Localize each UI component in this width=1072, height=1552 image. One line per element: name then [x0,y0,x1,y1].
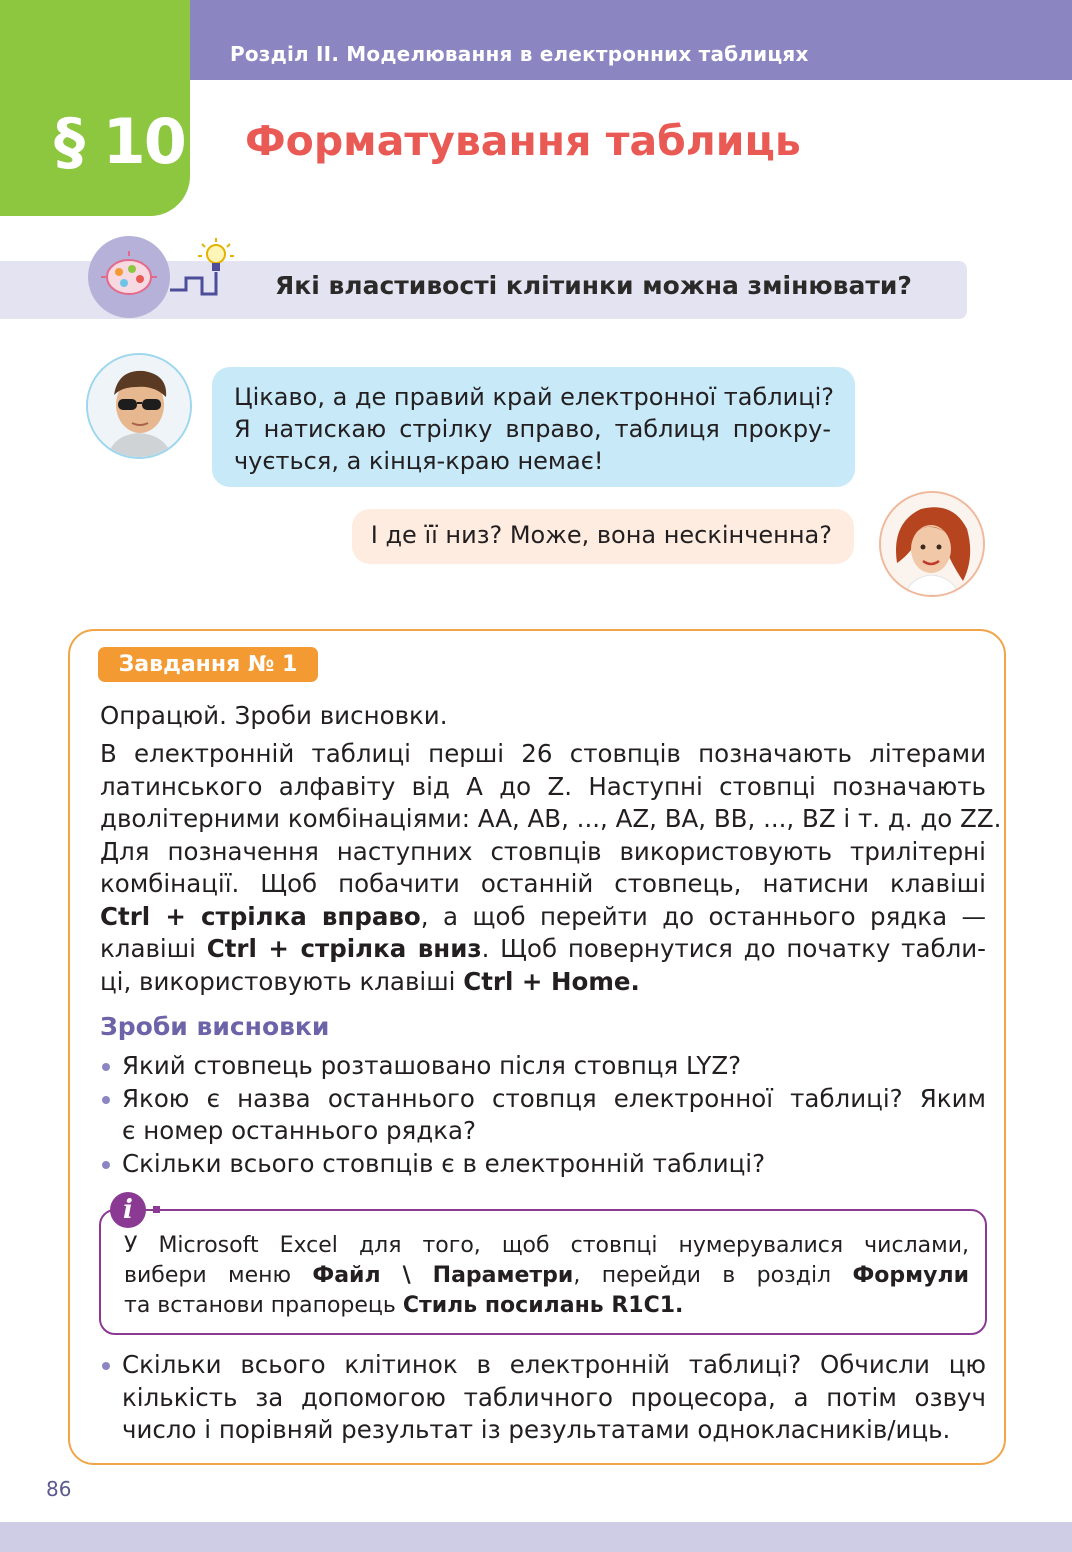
info-line-3 [124,1291,969,1321]
task-line-8-pre: ці, використовують клавіші [100,966,464,996]
bullet-4-line-3: число і порівняй результат із результатами однокласників/иць. [122,1415,951,1444]
task-line-7-rest: . Щоб повернутися до початку табли- [481,934,987,963]
shortcut-ctrl-right: Ctrl + стрілка вправо [100,901,421,931]
task-intro: Опрацюй. Зроби висновки. [100,701,448,730]
info-line-2-pre: вибери меню [124,1263,313,1288]
boy-line-1: Цікаво, а де правий край електронної таблиці? [234,383,834,411]
info-note-text [124,1231,969,1321]
boy-avatar [86,353,192,459]
info-connector [153,1206,160,1213]
bullet-3-text: Скільки всього стовпців є в електронній таблиці? [122,1148,766,1178]
task-badge: Завдання № 1 [98,647,318,682]
info-icon: i [110,1192,146,1228]
task-line-8 [100,966,986,999]
task-line-5: комбінації. Щоб побачити останній стовпець, натисни клавіші [100,869,986,898]
page-number: 86 [46,1477,72,1501]
conclusions-list [100,1050,986,1180]
list-item [100,1148,986,1181]
final-list [100,1349,986,1447]
task-line-7-pre: клавіші [100,934,207,963]
girl-speech-bubble: І де її низ? Може, вона нескінченна? [352,509,854,564]
menu-path: Файл \ Параметри [312,1263,574,1288]
list-item [100,1050,986,1083]
conclusions-heading: Зроби висновки [100,1012,330,1041]
task-line-6-rest: , а щоб перейти до останнього рядка — [420,901,986,931]
task-line-7 [100,933,986,966]
bullet-4-line-2: кількість за допомогою табличного процесора, а потім озвуч [122,1382,986,1412]
task-line-2: латинського алфавіту від A до Z. Наступні стовпці позначають [100,771,986,801]
task-line-6 [100,901,986,934]
info-line-3-pre: та встанови прапорець [124,1293,403,1318]
shortcut-ctrl-down: Ctrl + стрілка вниз [206,934,482,963]
section-label: Розділ ІІ. Моделювання в електронних таблицях [230,42,809,66]
r1c1-option: Стиль посилань R1C1. [402,1293,684,1318]
bullet-2-line-2: є номер останнього рядка? [122,1116,477,1145]
girl-avatar [879,491,985,597]
task-line-3: дволітерними комбінаціями: AA, AB, ..., AZ, BA, BB, ..., BZ і т. д. до ZZ. [100,804,1002,833]
bullet-2-line-1: Якою є назва останнього стовпця електронної таблиці? Яким [122,1083,986,1113]
section-question: Які властивості клітинки можна змінювати? [275,271,912,300]
task-line-1: В електронній таблиці перші 26 стовпців позначають літерами [100,739,986,768]
info-line-2 [124,1261,969,1291]
bullet-4-line-1: Скільки всього клітинок в електронній таблиці? Обчисли цю [122,1350,986,1379]
header-band [190,0,1072,80]
paragraph-number: § 10 [54,105,185,178]
page-title: Форматування таблиць [245,117,801,165]
shortcut-ctrl-home: Ctrl + Home. [463,966,640,996]
bullet-1-text: Який стовпець розташовано після стовпця LYZ? [122,1051,742,1080]
lightbulb-icon [150,232,240,304]
info-line-2-mid: , перейди в розділ [573,1263,853,1288]
footer-band [0,1522,1072,1552]
boy-line-3: чується, а кінця-краю немає! [234,447,604,475]
list-item [100,1083,986,1148]
list-item [100,1349,986,1447]
task-paragraph [100,738,1002,998]
boy-line-2: Я натискаю стрілку вправо, таблиця прокру- [234,415,831,443]
info-line-1: У Microsoft Excel для того, щоб стовпці нумерувалися числами, [124,1233,969,1258]
task-line-4: Для позначення наступних стовпців використовують трилітерні [100,836,986,866]
formulas-section: Формули [852,1263,970,1288]
boy-speech-bubble [212,367,855,487]
